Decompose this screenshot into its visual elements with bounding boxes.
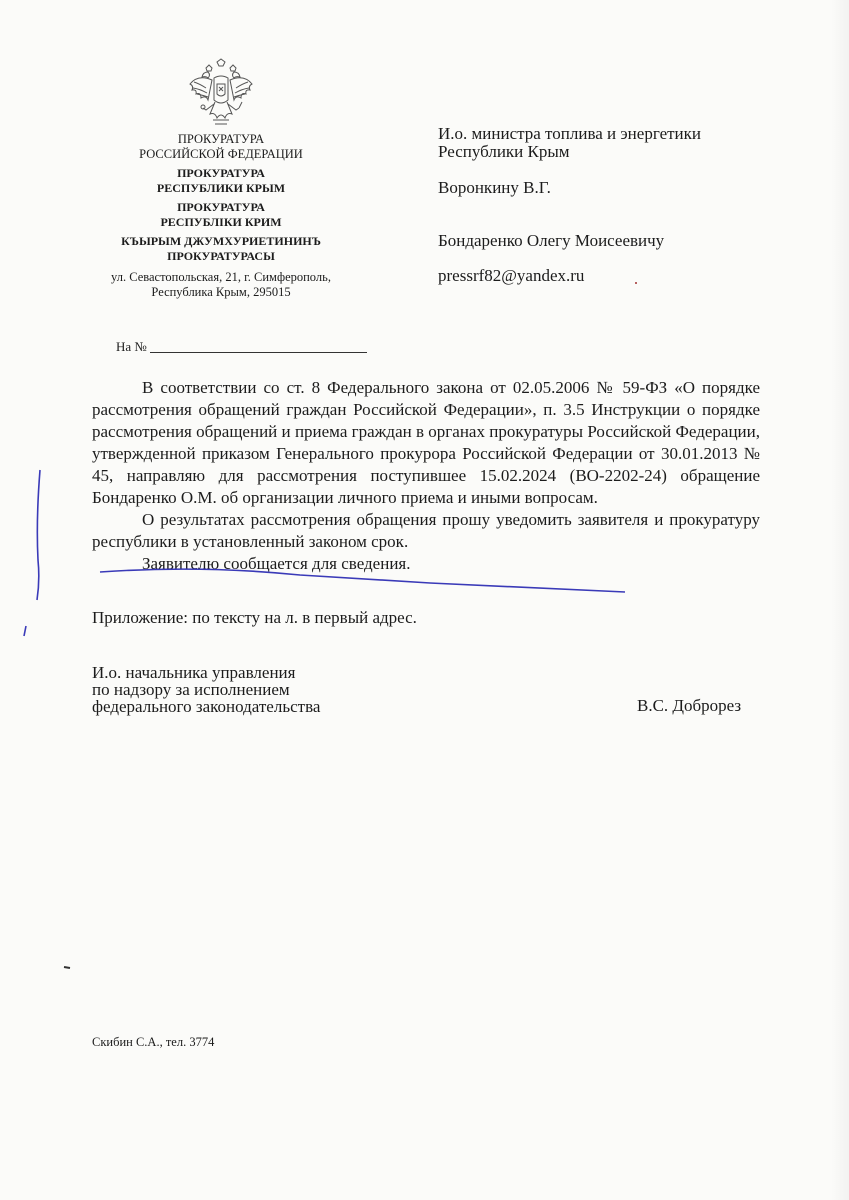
letterhead-line: ПРОКУРАТУРА — [177, 132, 265, 146]
letterhead-line: РЕСПУБЛІКИ КРИМ — [160, 215, 282, 229]
margin-pen-tick — [24, 626, 26, 636]
letterhead-line: ПРОКУРАТУРА — [177, 166, 265, 180]
letterhead — [96, 58, 346, 300]
appendix-line: Приложение: по тексту на л. в первый адрес. — [92, 608, 417, 627]
addressee-name: Воронкину В.Г. — [438, 178, 551, 197]
body-paragraph: В соответствии со ст. 8 Федерального закона от 02.05.2006 № 59-ФЗ «О порядке рассмотрения обращений граждан Российской Федерации», п. 3.5 Инструкции о порядке рассмотрения обращений и приема граждан в органах прокуратуры Российской Федерации, утвержденной приказом Генерального прокурора Российской Федерации от 30.01.2013 № 45, направляю для рассмотрения поступившее 15.02.2024 (ВО-2202-24) обращение Бондаренко О.М. об организации личного приема и иными вопросам. — [92, 378, 760, 507]
letterhead-line: РЕСПУБЛИКИ КРЫМ — [156, 181, 286, 195]
double-headed-eagle-emblem — [184, 58, 258, 130]
body-paragraph: О результатах рассмотрения обращения прошу уведомить заявителя и прокуратуру республики в установленный законом срок. — [92, 510, 760, 551]
letter-body — [92, 377, 760, 575]
signatory-name: В.С. Доброрез — [637, 696, 742, 715]
addressee-position: И.о. министра топлива и энергетики — [438, 124, 702, 143]
letterhead-address: Республика Крым, 295015 — [151, 285, 291, 299]
letterhead-line: ПРОКУРАТУРАСЫ — [167, 249, 275, 263]
executor-line: Скибин С.А., тел. 3774 — [92, 1035, 215, 1049]
signatory-title — [92, 664, 320, 715]
scan-speck — [64, 967, 70, 968]
scan-edge-shadow — [831, 0, 849, 1200]
signatory-title-line: по надзору за исполнением — [92, 680, 290, 699]
letterhead-line: ПРОКУРАТУРА — [177, 200, 265, 214]
reference-number-line — [150, 352, 367, 353]
signatory-title-line: федерального законодательства — [92, 697, 321, 716]
letterhead-line: РОССИЙСКОЙ ФЕДЕРАЦИИ — [139, 147, 303, 161]
addressee-email: pressrf82@yandex.ru — [438, 266, 585, 285]
margin-pen-stroke — [37, 470, 40, 600]
letterhead-address: ул. Севастопольская, 21, г. Симферополь, — [111, 270, 331, 284]
reference-label: На № — [116, 339, 147, 354]
body-paragraph: Заявителю сообщается для сведения. — [142, 554, 411, 573]
addressee-applicant: Бондаренко Олегу Моисеевичу — [438, 231, 665, 250]
signatory-title-line: И.о. начальника управления — [92, 663, 296, 682]
addressee-block — [438, 125, 818, 285]
addressee-organization: Республики Крым — [438, 142, 570, 161]
letterhead-line: КЪЫРЫМ ДЖУМХУРИЕТИНИНЪ — [121, 234, 321, 248]
